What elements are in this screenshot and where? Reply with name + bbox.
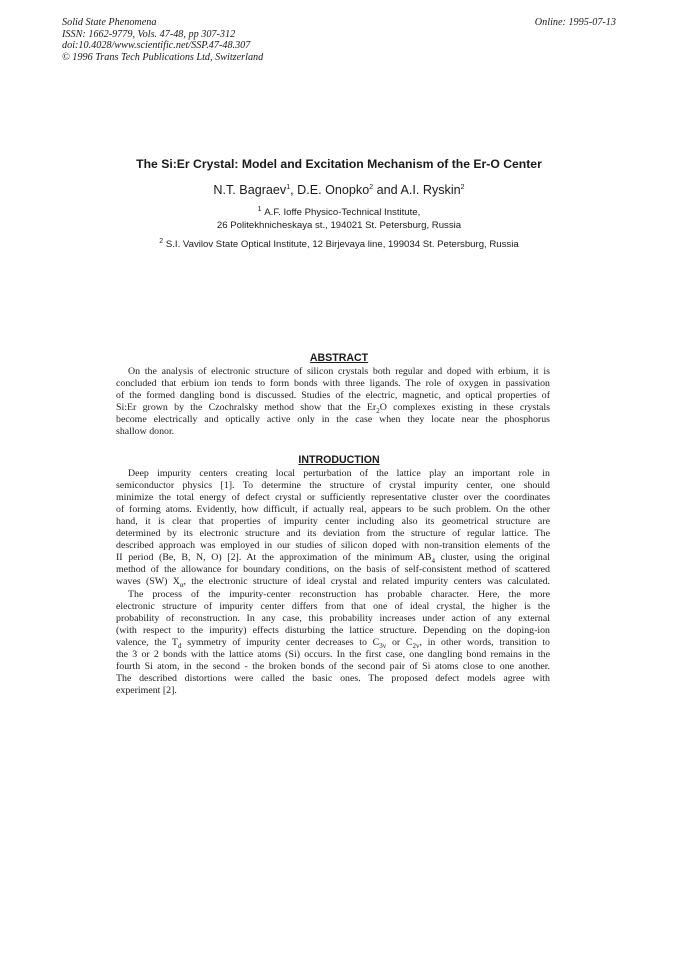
- text-line: concluded that erbium ion tends to form bonds with three ligands. The role of oxygen in passivation: [116, 378, 550, 390]
- text-line: minimize the total energy of defect crystal or sufficiently representative cluster over the coordinates: [116, 492, 550, 504]
- author-name: D.E. Onopko: [297, 183, 370, 197]
- introduction-heading: INTRODUCTION: [298, 454, 380, 466]
- affiliation-mark: 1: [257, 205, 262, 213]
- introduction-paragraph-1: [116, 468, 550, 588]
- journal-header: [62, 17, 263, 63]
- author-name: A.I. Ryskin: [400, 183, 461, 197]
- text-line: The described distortions were called the basic ones. The proposed defect models agree with: [116, 672, 550, 684]
- author-affiliation-mark: 2: [460, 183, 465, 191]
- text-line: Deep impurity centers creating local perturbation of the lattice play an important role in: [128, 468, 550, 479]
- text-line: of the formed dangling bond is discussed. Studies of the electric, magnetic, and optical properties of: [116, 390, 550, 402]
- text-line: become electrically and optically active only in the case when they locate near the phosphorus: [116, 414, 550, 426]
- text-line: method of the allowance for boundary conditions, on the basis of self-consistent method of scattered: [116, 564, 550, 576]
- text-line: The process of the impurity-center reconstruction has probable character. Here, the more: [128, 588, 550, 600]
- text-line: described approach was employed in our studies of silicon doped with non-transition elements of the: [116, 540, 550, 552]
- affiliation-2: [0, 239, 678, 250]
- abstract-heading: ABSTRACT: [309, 352, 369, 364]
- text-line: semiconductor physics [1]. To determine the structure of crystal impurity center, one should: [116, 480, 550, 492]
- author-separator: and: [373, 183, 401, 197]
- author-affiliation-mark: 1: [286, 183, 291, 191]
- text-line: electronic structure of impurity center differs from that one of ideal crystal, the higher is the: [116, 600, 550, 612]
- author-name: N.T. Bagraev: [213, 183, 287, 197]
- text-line: On the analysis of electronic structure of silicon crystals both regular and doped with erbium, it is: [128, 366, 550, 377]
- affiliation-1: [0, 207, 678, 218]
- copyright-line: © 1996 Trans Tech Publications Ltd, Switzerland: [62, 51, 264, 63]
- text-line: experiment [2].: [116, 684, 177, 696]
- text-line: (with respect to the impurity) effects disturbing the lattice structure. Depending on the doping-ion: [116, 624, 550, 636]
- text-line: of forming atoms. Evidently, how difficult, if actually real, appears to be such problem. On the other: [116, 504, 550, 516]
- author-list: [0, 183, 678, 197]
- text-line: determined by its electronic structure and its deviation from the structure of regular lattice. The: [116, 528, 550, 540]
- paper-title: The Si:Er Crystal: Model and Excitation Mechanism of the Er-O Center: [136, 157, 542, 171]
- affiliation-mark: 2: [159, 237, 164, 245]
- text-line: the 3 or 2 bonds with the lattice atoms (Si) occurs. In the first case, one dangling bond remains in the: [116, 648, 550, 660]
- text-line: Si:Er grown by the Czochralsky method show that the $Er_2O$ complexes existing in these crystals: [116, 402, 550, 415]
- text-line: valence, the $T_d$ symmetry of impurity center decreases to $C_{3v}$ or $C_{2v}$, in other words, transition to: [116, 636, 550, 649]
- abstract-body: [116, 366, 550, 438]
- text-line: II period (Be, B, N, O) [2]. At the approximation of the minimum $AB_4$ cluster, using the original: [116, 552, 550, 565]
- author-separator: ,: [290, 183, 298, 197]
- text-line: hand, it is clear that properties of impurity center including also its geometrical structure are: [116, 516, 550, 528]
- author-affiliation-mark: 2: [369, 183, 374, 191]
- text-line: probability of reconstruction. In any case, this probability increases under action of any external: [116, 612, 550, 624]
- text-line: waves (SW) $X_\alpha$, the electronic structure of ideal crystal and related impurity centers was calculated.: [116, 576, 550, 589]
- issn-line: ISSN: 1662-9779, Vols. 47-48, pp 307-312: [62, 28, 236, 40]
- online-date: Online: 1995-07-13: [534, 17, 616, 28]
- text-line: shallow donor.: [116, 426, 175, 438]
- affiliation-1-address: 26 Politekhnicheskaya st., 194021 St. Petersburg, Russia: [216, 220, 462, 231]
- introduction-paragraph-2: [116, 589, 550, 697]
- affiliation-text: A.F. Ioffe Physico-Technical Institute,: [264, 207, 421, 218]
- affiliation-text: S.I. Vavilov State Optical Institute, 12 Birjevaya line, 199034 St. Petersburg, Russia: [165, 239, 519, 250]
- text-line: fourth Si atom, in the second - the broken bonds of the second pair of Si atoms close to one another.: [116, 660, 550, 672]
- journal-name: Solid State Phenomena: [62, 17, 157, 28]
- doi-line[interactable]: doi:10.4028/www.scientific.net/SSP.47-48.307: [62, 40, 251, 52]
